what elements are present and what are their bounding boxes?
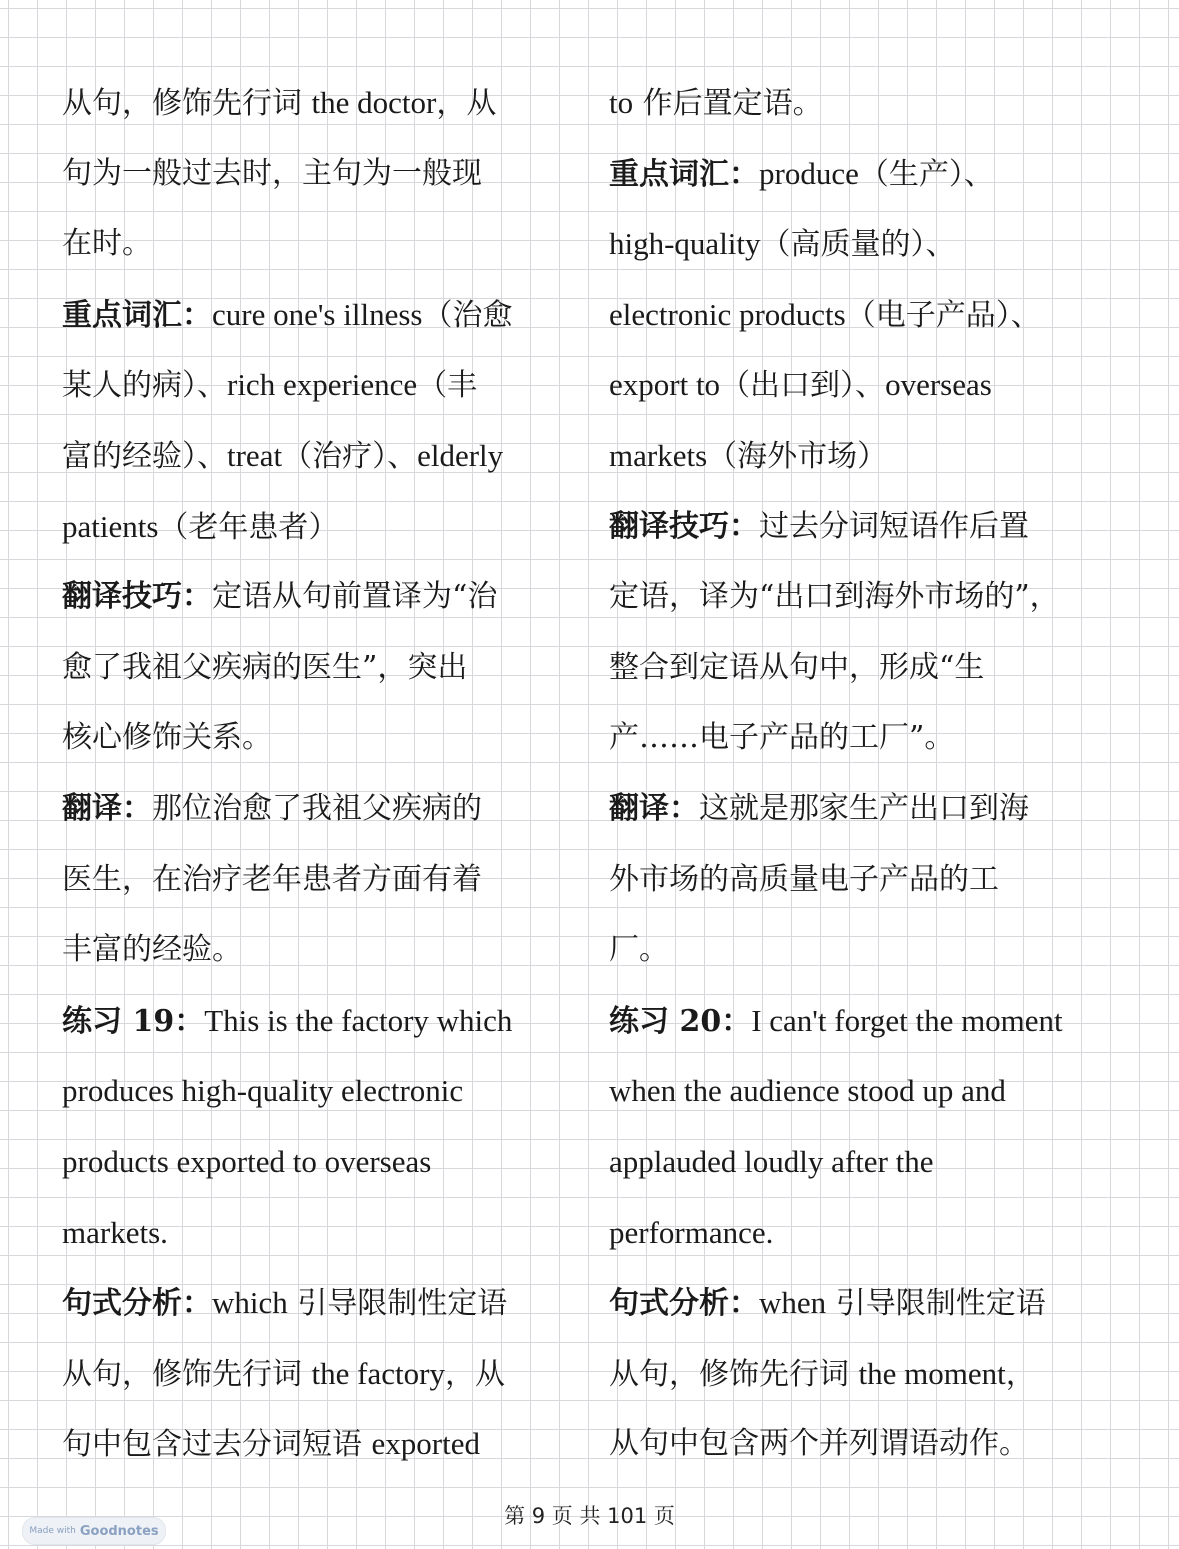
text-line (609, 280, 1123, 351)
text-line (62, 986, 576, 1057)
text-line (609, 1127, 1123, 1198)
text-segment: 过去分词短语作后置 (759, 508, 1029, 544)
text-line (62, 1409, 576, 1480)
text-line (609, 845, 1123, 916)
text-segment: 愈了我祖父疾病的医生”，突出 (62, 649, 468, 685)
text-segment: 句中包含过去分词短语 (62, 1427, 372, 1463)
text-segment: produces high-quality electronic (62, 1073, 464, 1109)
heading-label: 翻译： (609, 790, 699, 826)
text-line (62, 845, 576, 916)
text-segment: （丰 (417, 368, 478, 404)
goodnotes-badge (22, 1517, 166, 1545)
text-segment: overseas (885, 367, 992, 403)
text-line (609, 492, 1123, 563)
text-segment: exported (371, 1426, 481, 1462)
text-line (609, 68, 1123, 139)
text-segment: ， (1005, 1356, 1036, 1392)
text-segment: I can't forget the moment (751, 1002, 1063, 1038)
text-line (62, 633, 576, 704)
text-segment: high-quality (609, 226, 761, 262)
text-segment: which (212, 1285, 288, 1321)
text-segment: This is the factory which (204, 1002, 513, 1038)
text-segment: rich experience (227, 367, 418, 403)
text-segment: produce (759, 155, 859, 191)
text-line (609, 1268, 1123, 1339)
text-line (609, 1056, 1123, 1127)
text-segment: 从句，修饰先行词 (62, 1356, 312, 1392)
heading-label: 翻译： (62, 790, 152, 826)
heading-label: 练习 19： (62, 1003, 205, 1039)
text-segment: products exported to overseas (62, 1143, 432, 1179)
text-segment: export to (609, 367, 721, 403)
text-line (62, 492, 576, 563)
text-line (62, 280, 576, 351)
text-segment: 产……电子产品的工厂”。 (609, 720, 955, 756)
badge-made-with: Made with (29, 1526, 76, 1536)
text-segment: markets (609, 437, 708, 473)
text-segment: ，从 (444, 1356, 505, 1392)
text-line (62, 1127, 576, 1198)
text-segment: 整合到定语从句中，形成“生 (609, 649, 985, 685)
text-line (609, 774, 1123, 845)
text-line (609, 562, 1123, 633)
page-number: 第 9 页 共 101 页 (504, 1504, 675, 1528)
text-line (62, 1198, 576, 1269)
text-line (62, 209, 576, 280)
text-line (609, 986, 1123, 1057)
text-segment: （高质量的）、 (760, 227, 956, 263)
text-segment: applauded loudly after the (609, 1143, 934, 1179)
text-line (62, 350, 576, 421)
text-segment: when the audience stood up and (609, 1073, 1006, 1109)
text-line (62, 915, 576, 986)
text-line (609, 421, 1123, 492)
text-segment: to (609, 85, 634, 120)
text-segment: 某人的病）、 (62, 368, 227, 404)
text-line (62, 421, 576, 492)
heading-label: 练习 20： (609, 1003, 752, 1039)
text-segment: 富的经验）、 (62, 438, 227, 474)
text-line (609, 139, 1123, 210)
text-segment: the factory (311, 1355, 445, 1391)
text-segment: 定语从句前置译为“治 (212, 579, 498, 615)
text-segment: the doctor (311, 85, 437, 120)
text-segment: 外市场的高质量电子产品的工 (609, 861, 999, 897)
text-segment: 核心修饰关系。 (62, 720, 272, 756)
text-line (62, 1268, 576, 1339)
text-segment: when (759, 1285, 827, 1321)
text-line (609, 1339, 1123, 1410)
text-segment: 这就是那家生产出口到海 (699, 790, 1029, 826)
text-segment: cure one's illness (212, 296, 423, 332)
text-line (609, 1409, 1123, 1480)
text-segment: 从句，修饰先行词 (62, 86, 312, 121)
heading-label: 句式分析： (609, 1286, 759, 1322)
left-column (62, 68, 576, 1480)
text-segment: （老年患者） (158, 509, 339, 545)
text-line (62, 774, 576, 845)
badge-brand: Goodnotes (79, 1523, 159, 1539)
text-line (609, 1198, 1123, 1269)
text-segment: （电子产品）、 (845, 297, 1041, 333)
text-segment: 从句中包含两个并列谓语动作。 (609, 1426, 1029, 1462)
text-line (609, 350, 1123, 421)
heading-label: 重点词汇： (62, 297, 212, 333)
text-segment: （生产）、 (858, 156, 994, 192)
text-line (62, 1339, 576, 1410)
heading-label: 翻译技巧： (609, 508, 759, 544)
text-segment: 医生，在治疗老年患者方面有着 (62, 861, 482, 897)
text-segment: 句为一般过去时，主句为一般现 (62, 155, 482, 191)
text-segment: electronic products (609, 296, 846, 332)
text-segment: markets. (62, 1214, 168, 1250)
text-segment: 作后置定语。 (633, 86, 823, 121)
text-segment: 那位治愈了我祖父疾病的 (152, 790, 482, 826)
text-segment: elderly (417, 437, 504, 473)
text-segment: 从句，修饰先行词 (609, 1356, 859, 1392)
heading-label: 翻译技巧： (62, 579, 212, 615)
text-segment: 引导限制性定语 (287, 1286, 508, 1322)
text-segment: （治疗）、 (282, 438, 418, 474)
text-segment: treat (227, 437, 283, 473)
text-segment: ，从 (436, 86, 497, 121)
text-line (62, 1056, 576, 1127)
text-line (62, 562, 576, 633)
text-line (62, 139, 576, 210)
text-segment: （出口到）、 (720, 368, 886, 404)
text-line (62, 68, 576, 139)
text-segment: 厂。 (609, 932, 669, 968)
text-segment: （海外市场） (707, 438, 888, 474)
text-line (609, 915, 1123, 986)
heading-label: 句式分析： (62, 1286, 212, 1322)
text-line (62, 703, 576, 774)
text-segment: 丰富的经验。 (62, 932, 242, 968)
text-segment: 引导限制性定语 (826, 1286, 1046, 1322)
text-line (609, 633, 1123, 704)
text-line (609, 209, 1123, 280)
text-segment: performance. (609, 1214, 774, 1250)
right-column (609, 68, 1123, 1480)
text-segment: the moment (858, 1355, 1006, 1391)
text-line (609, 703, 1123, 774)
text-segment: patients (62, 508, 159, 544)
heading-label: 重点词汇： (609, 156, 759, 192)
text-segment: 定语，译为“出口到海外市场的”， (609, 579, 1060, 615)
text-segment: （治愈 (422, 297, 513, 333)
text-segment: 在时。 (62, 226, 152, 262)
